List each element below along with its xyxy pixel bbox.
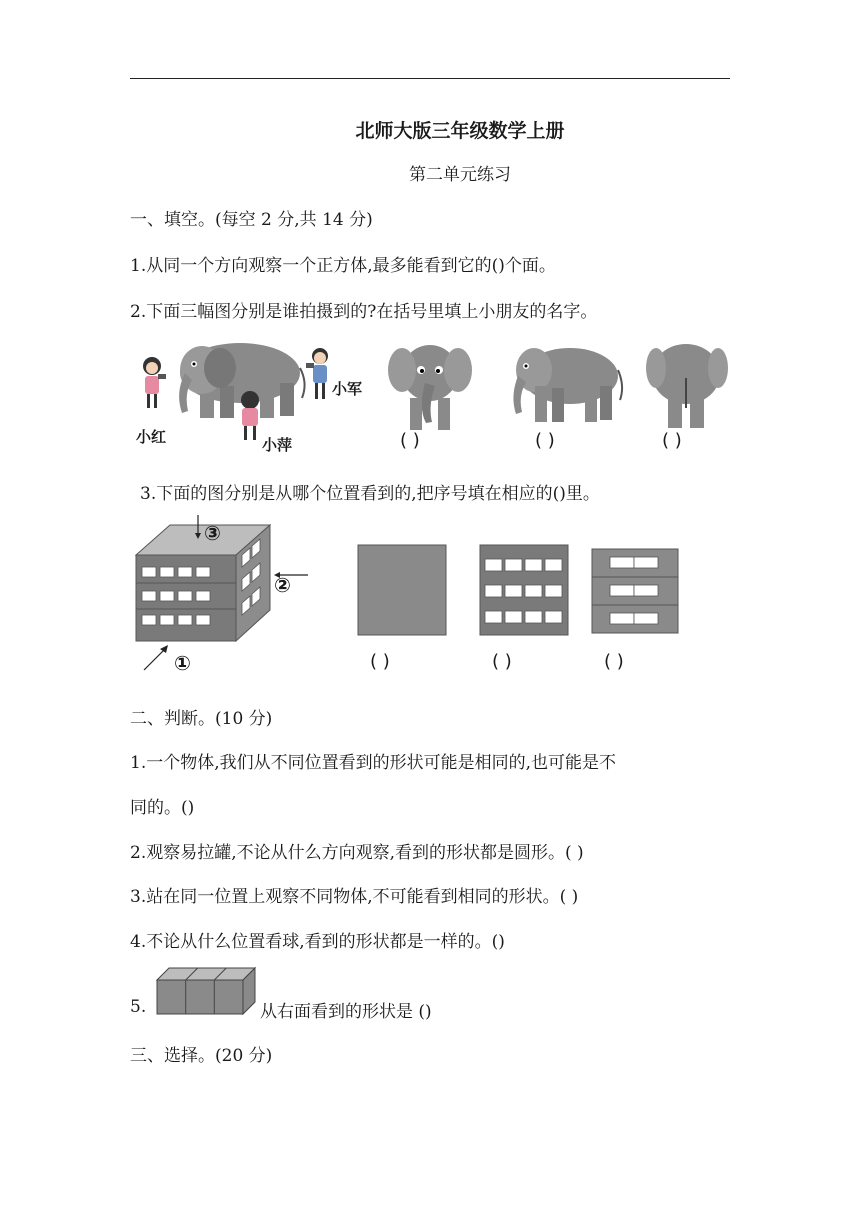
- q2-illustration: [130, 338, 730, 458]
- name-xiaohong: 小红: [136, 428, 167, 446]
- girl-xiaoping-icon: [241, 391, 259, 440]
- section2-q5-text: 从右面看到的形状是 (): [260, 1002, 432, 1022]
- cubes-row-icon: [155, 966, 257, 1016]
- section2-q3: 3.站在同一位置上观察不同物体,不可能看到相同的形状。( ): [130, 887, 579, 907]
- q3-blank-3[interactable]: ( ): [604, 651, 624, 672]
- q2-blank-2[interactable]: ( ): [535, 430, 555, 451]
- marker-1: ①: [174, 651, 191, 675]
- page-subtitle: 第二单元练习: [409, 165, 511, 185]
- q3-blank-1[interactable]: ( ): [370, 651, 390, 672]
- section2-q2: 2.观察易拉罐,不论从什么方向观察,看到的形状都是圆形。( ): [130, 843, 584, 863]
- elephant-side-view-icon: [513, 348, 622, 422]
- section2-q5-number: 5.: [130, 997, 147, 1017]
- marker-3: ③: [204, 521, 221, 545]
- section2-q1-line2: 同的。(): [130, 798, 195, 818]
- section2-heading: 二、判断。(10 分): [130, 709, 273, 729]
- view-right-icon: [592, 549, 678, 633]
- section1-q2: 2.下面三幅图分别是谁拍摄到的?在括号里填上小朋友的名字。: [130, 302, 598, 322]
- q3-blank-2[interactable]: ( ): [492, 651, 512, 672]
- q2-blank-1[interactable]: ( ): [400, 430, 420, 451]
- q3-figure: [130, 515, 730, 680]
- elephant-front-icon: [388, 345, 472, 430]
- view-top-icon: [358, 545, 446, 635]
- name-xiaojun: 小军: [332, 380, 363, 398]
- view-front-icon: [480, 545, 568, 635]
- section3-heading: 三、选择。(20 分): [130, 1046, 273, 1066]
- section1-q3: 3.下面的图分别是从哪个位置看到的,把序号填在相应的()里。: [140, 484, 600, 504]
- q2-figure: [130, 338, 730, 458]
- section2-q4: 4.不论从什么位置看球,看到的形状都是一样的。(): [130, 932, 505, 952]
- name-xiaoping: 小萍: [262, 436, 293, 454]
- elephant-back-icon: [646, 344, 728, 428]
- marker-2: ②: [274, 573, 291, 597]
- section1-q1: 1.从同一个方向观察一个正方体,最多能看到它的()个面。: [130, 256, 556, 276]
- elephant-side-icon: [179, 343, 304, 418]
- section2-q1-line1: 1.一个物体,我们从不同位置看到的形状可能是相同的,也可能是不: [130, 753, 617, 773]
- boy-xiaojun-icon: [306, 348, 328, 399]
- q2-blank-3[interactable]: ( ): [662, 430, 682, 451]
- section1-heading: 一、填空。(每空 2 分,共 14 分): [130, 210, 373, 230]
- page-title: 北师大版三年级数学上册: [355, 120, 565, 142]
- header-rule: [130, 78, 730, 79]
- girl-xiaohong-icon: [143, 357, 166, 408]
